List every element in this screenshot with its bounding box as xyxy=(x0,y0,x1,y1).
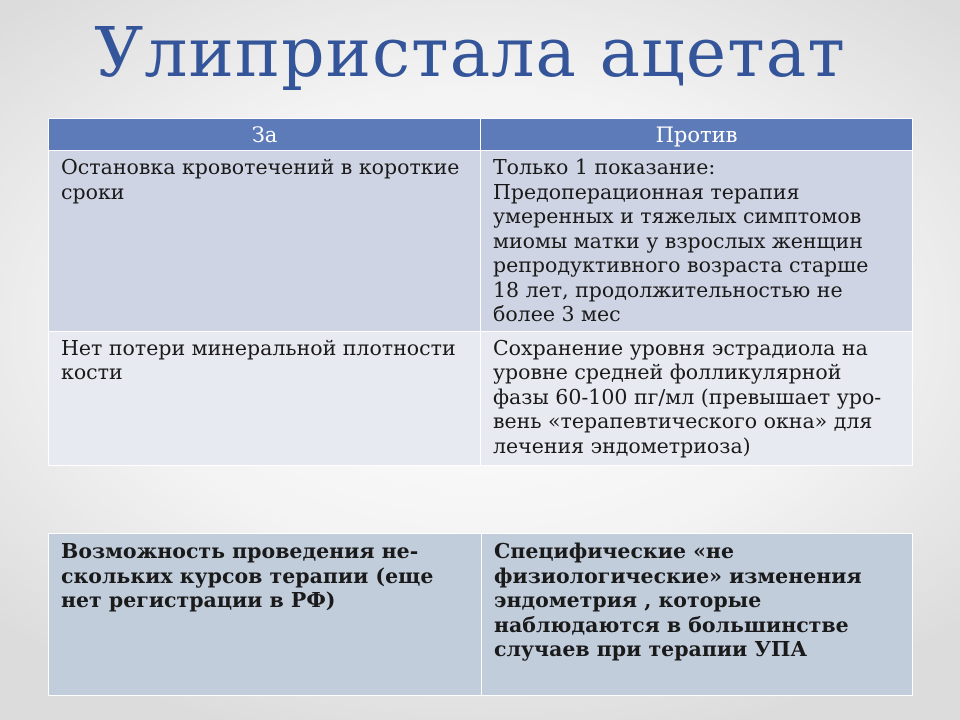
cell-con: Сохранение уровня эстрадиола на уровне средней фолликулярной фазы 60-100 пг/мл (превышает уро-вень «терапевтического окна» для лечения эндометриоза) xyxy=(481,331,913,465)
table-row xyxy=(49,534,913,696)
pros-cons-table xyxy=(48,118,913,466)
header-con: Против xyxy=(481,119,913,151)
bottom-comparison-table xyxy=(48,533,913,696)
table-header-row xyxy=(49,119,913,151)
table-row xyxy=(49,331,913,465)
cell-con: Только 1 показание: Предоперационная терапия умеренных и тяжелых симптомов миомы матки у взрослых женщин репродуктивного возраста старше 18 лет, продолжительностью не более 3 мес xyxy=(481,151,913,332)
cell-pro: Нет потери минеральной плотности кости xyxy=(49,331,481,465)
cell-con-bold: Специфические «не физиологические» изменения эндометрия , которые наблюдаются в большинстве случаев при терапии УПА xyxy=(482,534,913,696)
table-row xyxy=(49,151,913,332)
cell-pro-bold: Возможность проведения не-скольких курсов терапии (еще нет регистрации в РФ) xyxy=(49,534,482,696)
cell-pro: Остановка кровотечений в короткие сроки xyxy=(49,151,481,332)
header-pro: За xyxy=(49,119,481,151)
page-title: Улипристала ацетат xyxy=(94,14,846,93)
